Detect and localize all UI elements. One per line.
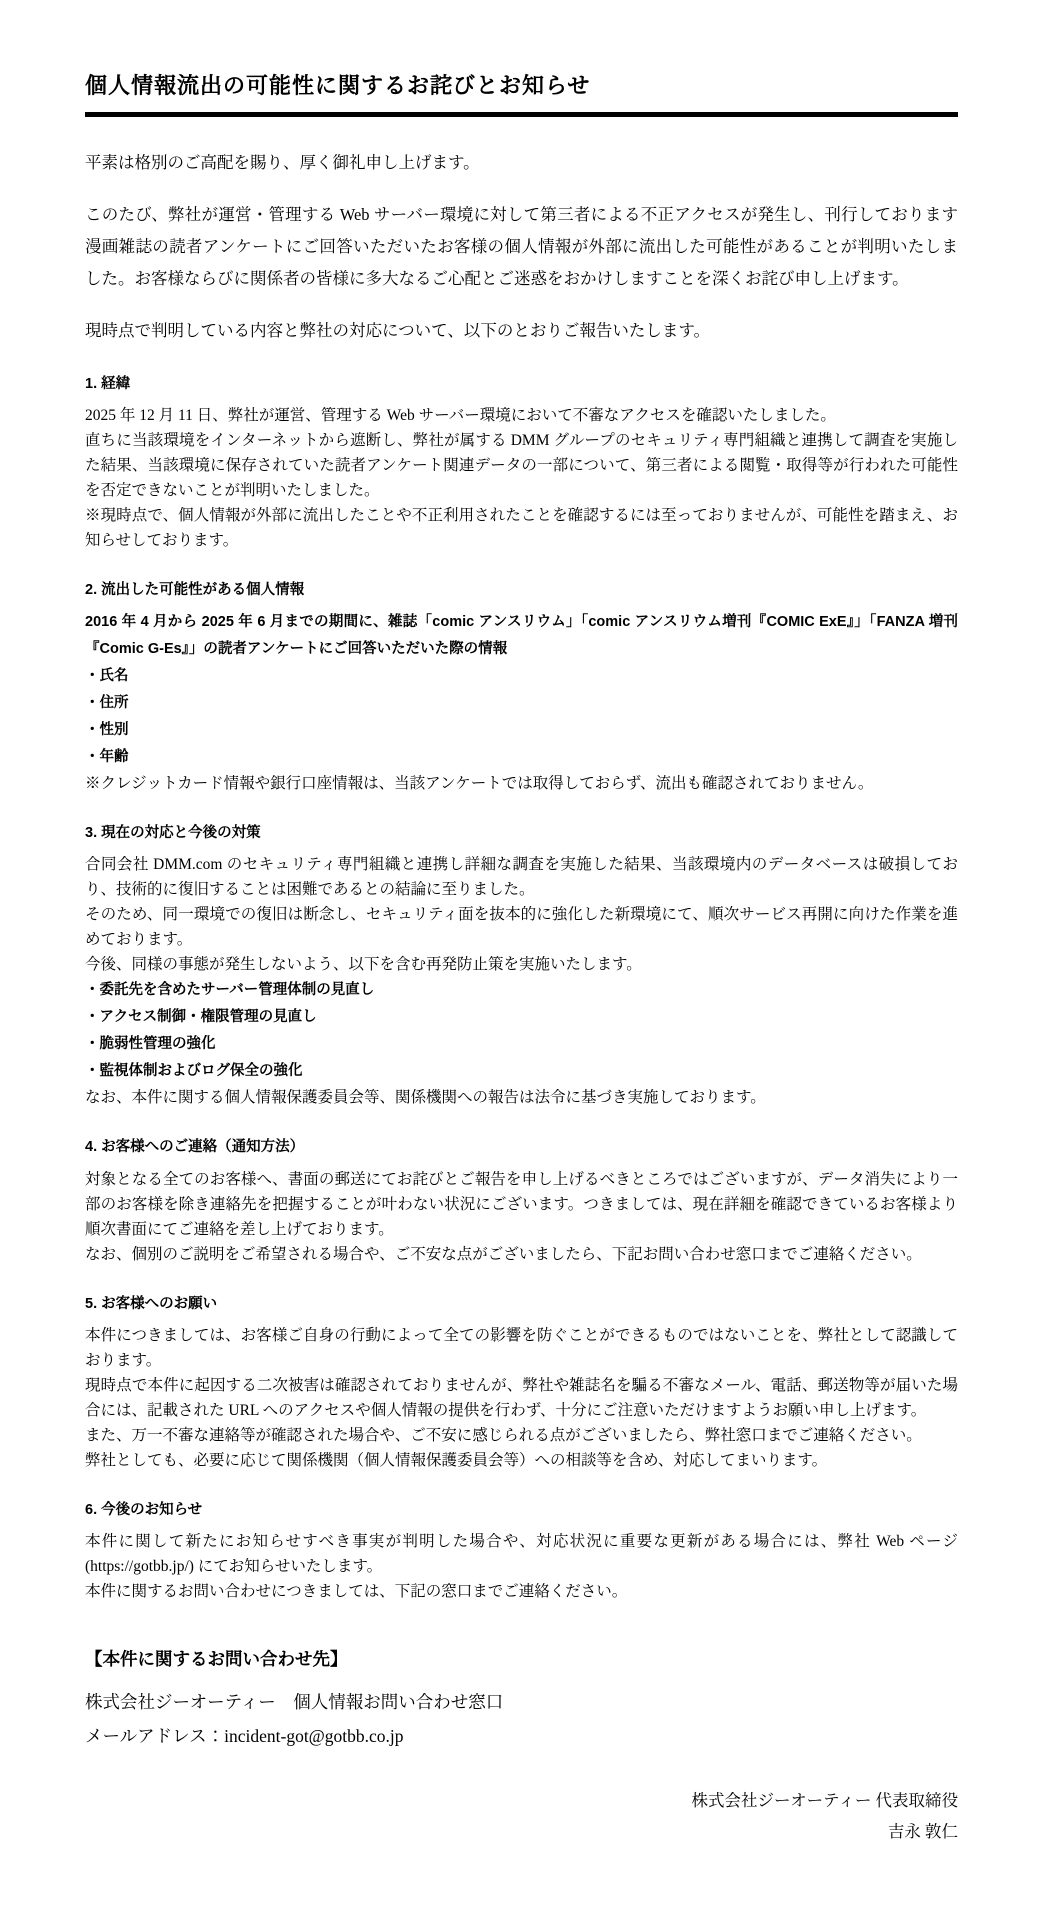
section-customer-request-line: また、万一不審な連絡等が確認された場合や、ご不安に感じられる点がございましたら、弊社窓口までご連絡ください。 [85,1427,922,1445]
signature-company-role: 株式会社ジーオーティー 代表取締役 [691,1791,958,1811]
section-history-heading: 1. 経緯 [85,375,131,392]
countermeasure-item-server-management: ・委託先を含めたサーバー管理体制の見直し [85,982,375,999]
section-history-line: 2025 年 12 月 11 日、弊社が運営、管理する Web サーバー環境において不審なアクセスを確認いたしました。 [85,406,836,424]
section-future-notice [85,1500,958,1604]
signature-name: 吉永 敦仁 [887,1822,958,1842]
section-history-note: ※現時点で、個人情報が外部に流出したことや不正利用されたことを確認するには至っておりませんが、可能性を踏まえ、お知らせしております。 [85,506,958,549]
leaked-item-address: ・住所 [85,695,129,712]
section-customer-request-line: 弊社としても、必要に応じて関係機関（個人情報保護委員会等）への相談等を含め、対応してまいります。 [85,1452,828,1470]
leaked-item-gender: ・性別 [85,722,129,739]
intro-block [85,147,958,347]
contact-block [85,1646,958,1753]
section-future-notice-heading: 6. 今後のお知らせ [85,1502,203,1519]
section-future-notice-line: 本件に関して新たにお知らせすべき事実が判明した場合や、対応状況に重要な更新がある場合には、弊社 Web ページ (https://gotbb.jp/) にてお知らせいたします。 [85,1533,958,1576]
intro-greeting: 平素は格別のご高配を賜り、厚く御礼申し上げます。 [85,152,480,172]
leaked-item-name: ・氏名 [85,668,129,685]
section-response-line: そのため、同一環境での復旧は断念し、セキュリティ面を抜本的に強化した新環境にて、順次サービス再開に向けた作業を進めております。 [85,906,958,949]
section-response-note: なお、本件に関する個人情報保護委員会等、関係機関への報告は法令に基づき実施しております。 [85,1089,766,1107]
signature-block [85,1785,958,1847]
contact-heading: 【本件に関するお問い合わせ先】 [85,1649,348,1670]
section-response [85,823,958,1110]
contact-organization: 株式会社ジーオーティー 個人情報お問い合わせ窓口 [85,1692,504,1713]
section-response-line: 合同会社 DMM.com のセキュリティ専門組織と連携し詳細な調査を実施した結果、当該環境内のデータベースは破損しており、技術的に復旧することは困難であるとの結論に至りました。 [85,856,958,899]
section-response-line: 今後、同様の事態が発生しないよう、以下を含む再発防止策を実施いたします。 [85,956,642,974]
section-customer-request [85,1294,958,1473]
section-leaked-info-note: ※クレジットカード情報や銀行口座情報は、当該アンケートでは取得しておらず、流出も確認されておりません。 [85,775,874,793]
section-leaked-info-heading: 2. 流出した可能性がある個人情報 [85,581,305,598]
section-customer-notification-line: 対象となる全てのお客様へ、書面の郵送にてお詫びとご報告を申し上げるべきところではございますが、データ消失により一部のお客様を除き連絡先を把握することが叶わない状況にございます。つきましては、現在詳細を確認できているお客様より順次書面にてご連絡を差し上げております。 [85,1170,958,1238]
section-customer-notification-heading: 4. お客様へのご連絡（通知方法） [85,1139,305,1156]
page-title: 個人情報流出の可能性に関するお詫びとお知らせ [85,72,958,117]
section-future-notice-line: 本件に関するお問い合わせにつきましては、下記の窓口までご連絡ください。 [85,1583,628,1601]
section-history [85,374,958,553]
countermeasure-item-monitoring: ・監視体制およびログ保全の強化 [85,1063,303,1080]
section-customer-request-line: 現時点で本件に起因する二次被害は確認されておりませんが、弊社や雑誌名を騙る不審なメール、電話、郵送物等が届いた場合には、記載された URL へのアクセスや個人情報の提供を行わず、十分にご注意いただけますようお願い申し上げます。 [85,1377,958,1420]
section-history-line: 直ちに当該環境をインターネットから遮断し、弊社が属する DMM グループのセキュリティ専門組織と連携して調査を実施した結果、当該環境に保存されていた読者アンケート関連データの一部について、第三者による閲覧・取得等が行われた可能性を否定できないことが判明いたしました。 [85,431,958,499]
leaked-item-age: ・年齢 [85,749,129,766]
section-leaked-info [85,580,958,796]
section-customer-request-line: 本件につきましては、お客様ご自身の行動によって全ての影響を防ぐことができるものではないことを、弊社として認識しております。 [85,1327,958,1370]
intro-report-lead: 現時点で判明している内容と弊社の対応について、以下のとおりご報告いたします。 [85,320,711,340]
contact-email: メールアドレス：incident-got@gotbb.co.jp [85,1726,404,1747]
section-leaked-info-scope: 2016 年 4 月から 2025 年 6 月までの期間に、雑誌「comic アンスリウム」「comic アンスリウム増刊『COMIC ExE』」「FANZA 増刊『Comic G-Es』」の読者アンケートにご回答いただいた際の情報 [85,614,958,658]
countermeasure-item-vulnerability: ・脆弱性管理の強化 [85,1036,216,1053]
section-customer-notification [85,1137,958,1266]
section-customer-request-heading: 5. お客様へのお願い [85,1295,218,1312]
section-customer-notification-line: なお、個別のご説明をご希望される場合や、ご不安な点がございましたら、下記お問い合わせ窓口までご連絡ください。 [85,1245,922,1263]
section-response-heading: 3. 現在の対応と今後の対策 [85,825,261,842]
countermeasure-item-access-control: ・アクセス制御・権限管理の見直し [85,1009,317,1026]
intro-apology-paragraph: このたび、弊社が運営・管理する Web サーバー環境に対して第三者による不正アクセスが発生し、刊行しております漫画雑誌の読者アンケートにご回答いただいたお客様の個人情報が外部に流出した可能性があることが判明いたしました。お客様ならびに関係者の皆様に多大なるご心配とご迷惑をおかけしますことを深くお詫び申し上げます。 [85,204,958,288]
